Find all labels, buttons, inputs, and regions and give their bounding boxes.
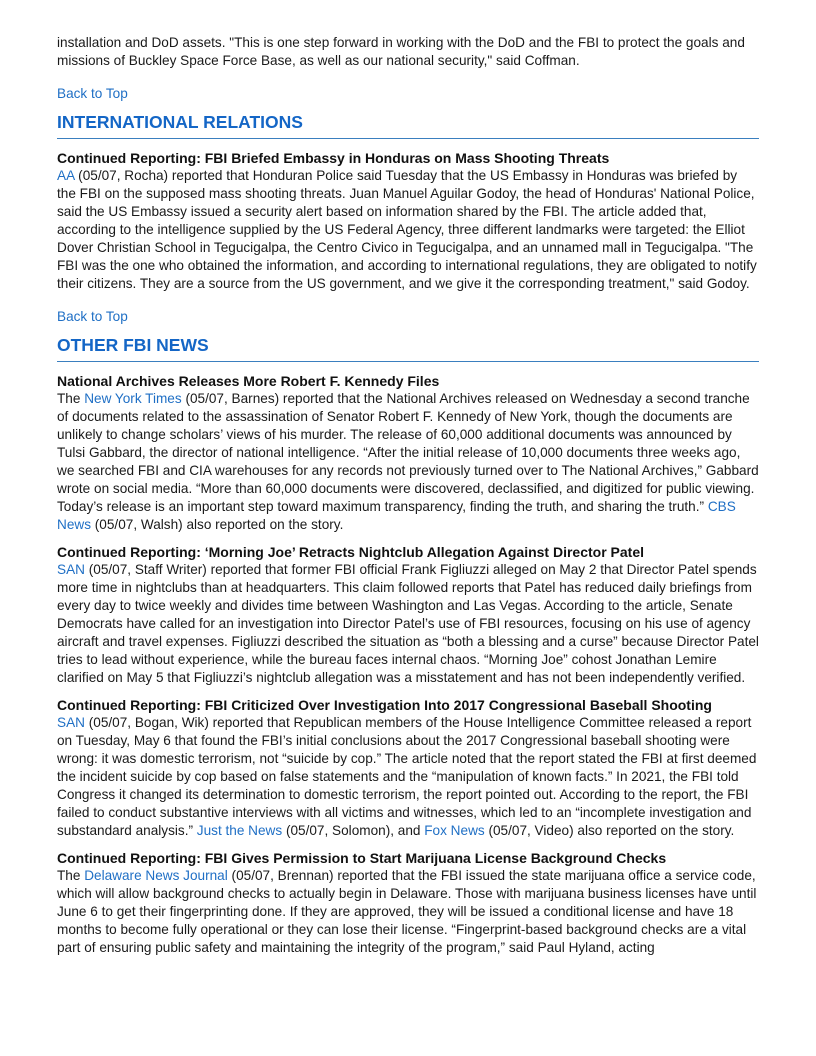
story-morning-joe [57, 543, 759, 687]
story-text: (05/07, Rocha) reported that Honduran Police said Tuesday that the US Embassy in Honduras was briefed by the FBI on the supposed mass shooting threats. Juan Manuel Aguilar Godoy, the head of Honduras' National Police, said the US Embassy issued a security alert based on information shared by the FBI. The article added that, according to the intelligence supplied by the US Federal Agency, three different landmarks were targeted: the Elliot Dover Christian School in Tegucigalpa, the Centro Civico in Tegucigalpa, and an unnamed mall in Tegucigalpa. "The FBI was the one who obtained the information, and according to international regulations, they are obligated to notify their citizens. They are a source from the US government, and we give it the corresponding treatment," said Godoy. [57, 168, 757, 291]
story-text-mid: (05/07, Solomon), and [282, 823, 425, 838]
story-headline: Continued Reporting: ‘Morning Joe’ Retracts Nightclub Allegation Against Director Patel [57, 544, 645, 560]
story-headline: National Archives Releases More Robert F. Kennedy Files [57, 373, 440, 389]
source-link-cbs-news[interactable]: CBS News [57, 499, 736, 532]
story-text-tail: (05/07, Walsh) also reported on the story. [91, 517, 344, 532]
story-body [57, 390, 759, 534]
story-text: (05/07, Bogan, Wik) reported that Republican members of the House Intelligence Committee released a report on Tuesday, May 6 that found the FBI’s initial conclusions about the 2017 Congressional baseball shooting were wrong: it was domestic terrorism, not “suicide by cop.” The article noted that the report stated the FBI at first deemed the incident suicide by cop based on false statements and the “manipulation of known facts.” In 2021, the FBI told Congress it changed its determination to domestic terrorism, the report pointed out. According to the report, the FBI failed to conduct substantive interviews with all victims and witnesses, which led to an “incomplete investigation and substandard analysis.” [57, 715, 757, 838]
source-link-san[interactable]: SAN [57, 562, 85, 577]
story-honduras-embassy [57, 149, 759, 293]
story-text-tail: (05/07, Video) also reported on the story. [484, 823, 735, 838]
story-headline: Continued Reporting: FBI Criticized Over Investigation Into 2017 Congressional Baseball Shooting [57, 697, 712, 713]
source-link-just-the-news[interactable]: Just the News [196, 823, 283, 838]
back-to-top-link[interactable]: Back to Top [57, 86, 128, 101]
source-link-fox-news[interactable]: Fox News [424, 823, 485, 838]
story-rfk-files [57, 372, 759, 534]
story-prefix: The [57, 868, 85, 883]
back-to-top-link[interactable]: Back to Top [57, 309, 128, 324]
intro-paragraph: installation and DoD assets. "This is one step forward in working with the DoD and the FBI to protect the goals and missions of Buckley Space Force Base, as well as our national security," said Coffman. [57, 35, 745, 68]
source-link-new-york-times[interactable]: New York Times [84, 391, 182, 406]
source-link-delaware-news-journal[interactable]: Delaware News Journal [84, 868, 228, 883]
story-body [57, 714, 759, 840]
story-text: (05/07, Brennan) reported that the FBI issued the state marijuana office a service code, which will allow background checks to actually begin in Delaware. Those with marijuana business licenses have until June 6 to get their fingerprinting done. If they are approved, they will be issued a conditional license and have 18 months to become fully operational or they can lose their license. “Fingerprint-based background checks are a vital part of ensuring public safety and maintaining the integrity of the program,” said Paul Hyland, acting [57, 868, 757, 955]
story-baseball-shooting [57, 696, 759, 840]
source-link-aa[interactable]: AA [57, 168, 75, 183]
story-body [57, 167, 759, 293]
story-prefix: The [57, 391, 85, 406]
story-headline: Continued Reporting: FBI Gives Permission to Start Marijuana License Background Checks [57, 850, 667, 866]
story-text: (05/07, Barnes) reported that the National Archives released on Wednesday a second tranche of documents related to the assassination of Senator Robert F. Kennedy of New York, though the documents are unlikely to change scholars’ views of his murder. The release of 60,000 additional documents was announced by Tulsi Gabbard, the director of national intelligence. “After the initial release of 10,000 documents three weeks ago, we searched FBI and CIA warehouses for any records not previously turned over to The National Archives,” Gabbard wrote on social media. “More than 60,000 documents were discovered, declassified, and digitized for public viewing. Today’s release is an important step toward maximum transparency, finding the truth, and sharing the truth.” [57, 391, 759, 514]
story-headline: Continued Reporting: FBI Briefed Embassy in Honduras on Mass Shooting Threats [57, 150, 610, 166]
section-heading-international-relations: INTERNATIONAL RELATIONS [57, 111, 759, 139]
story-body [57, 561, 759, 687]
story-text: (05/07, Staff Writer) reported that former FBI official Frank Figliuzzi alleged on May 2 that Director Patel spends more time in nightclubs than at headquarters. This claim followed reports that Patel has reduced daily briefings from every day to twice weekly and divides time between Washington and Las Vegas. According to the article, Senate Democrats have called for an investigation into Director Patel’s use of FBI resources, focusing on his use of agency aircraft and travel expenses. Figliuzzi described the situation as “both a blessing and a curse” because Director Patel tries to lead without experience, while the bureau faces internal chaos. “Morning Joe” cohost Jonathan Lemire clarified on May 5 that Figliuzzi’s nightclub allegation was a misstatement and has not been independently verified. [57, 562, 759, 685]
story-marijuana-background-checks [57, 849, 759, 957]
story-body [57, 867, 759, 957]
section-heading-other-fbi-news: OTHER FBI NEWS [57, 334, 759, 362]
source-link-san[interactable]: SAN [57, 715, 85, 730]
